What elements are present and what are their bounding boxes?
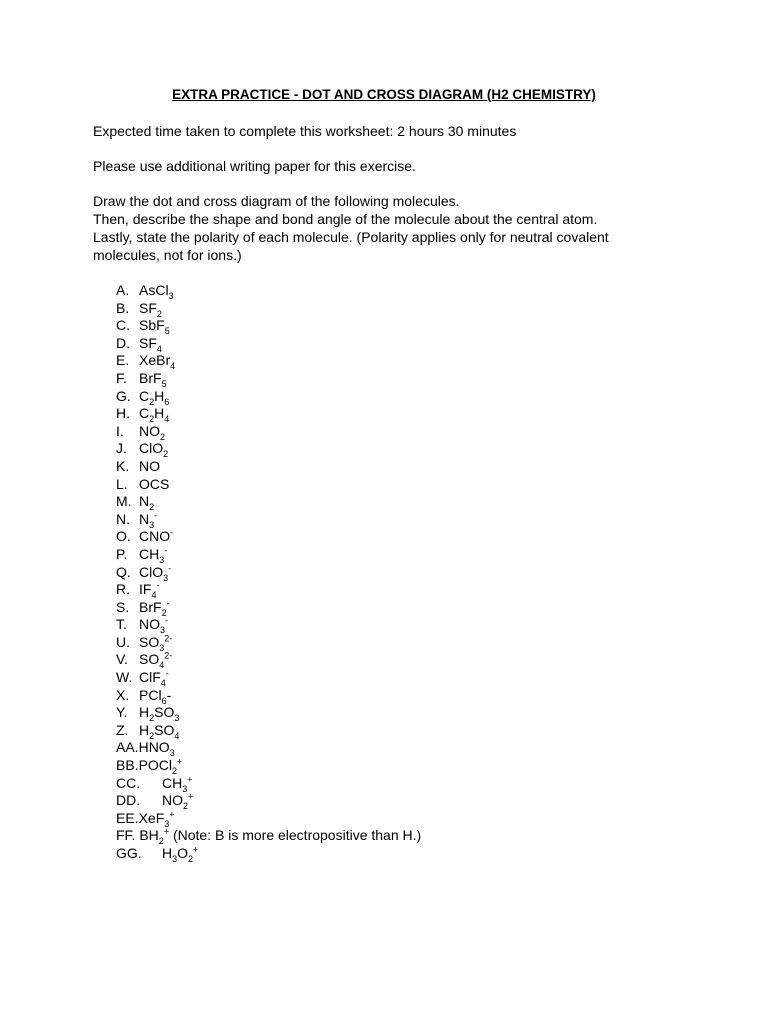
- item-label: E.: [116, 352, 130, 369]
- subscript: 6: [164, 396, 170, 407]
- subscript: 3: [149, 519, 155, 530]
- superscript: +: [193, 844, 199, 855]
- subscript: 5: [161, 378, 167, 389]
- superscript: +: [169, 809, 175, 820]
- list-item: [116, 722, 421, 740]
- item-label: N.: [116, 510, 130, 527]
- item-label: Z.: [116, 721, 129, 738]
- formula-text: AsCl: [139, 282, 169, 298]
- item-label: DD.: [116, 792, 141, 809]
- item-label: T.: [116, 616, 127, 633]
- superscript: -: [156, 580, 160, 591]
- molecule-formula: [139, 633, 173, 653]
- item-label: Q.: [116, 563, 131, 580]
- list-item: [116, 300, 421, 318]
- subscript: 6: [161, 695, 167, 706]
- formula-text: O: [177, 845, 189, 861]
- subscript: 3: [169, 748, 175, 759]
- item-label: J.: [116, 440, 127, 457]
- list-item: [116, 687, 421, 705]
- formula-text: H: [162, 845, 173, 861]
- list-item: [116, 616, 421, 634]
- formula-text: N: [139, 493, 150, 510]
- molecule-formula: [139, 562, 172, 583]
- formula-text: SO: [139, 651, 160, 668]
- molecule-formula: [139, 580, 160, 600]
- formula-text: C: [139, 405, 150, 422]
- list-item: [116, 669, 421, 687]
- molecule-formula: [135, 826, 422, 847]
- item-label: X.: [116, 686, 130, 703]
- molecule-formula: [139, 476, 169, 492]
- item-label: G.: [116, 387, 131, 404]
- list-item: [116, 704, 421, 722]
- superscript: -: [168, 562, 172, 573]
- subscript: 2: [149, 713, 155, 724]
- list-item: [116, 775, 421, 793]
- writing-paper-note: Please use additional writing paper for this exercise.: [93, 158, 416, 174]
- formula-text: ClF: [139, 669, 161, 686]
- subscript: 2: [149, 396, 155, 407]
- subscript: 3: [159, 642, 165, 653]
- formula-text: CH: [139, 545, 160, 562]
- list-item: [116, 827, 421, 845]
- formula-text: H: [154, 405, 165, 422]
- item-label: W.: [116, 669, 133, 686]
- item-label: P.: [116, 545, 128, 562]
- list-item: [116, 792, 421, 810]
- list-item: [116, 757, 421, 775]
- formula-text: N: [139, 510, 150, 527]
- molecule-formula: [139, 510, 158, 530]
- molecule-formula: [162, 791, 194, 812]
- formula-text: SO: [139, 633, 160, 650]
- subscript: 3: [159, 554, 165, 565]
- superscript: -: [165, 615, 169, 626]
- list-item: [116, 511, 421, 529]
- subscript: 4: [164, 413, 170, 424]
- list-item: [116, 458, 421, 476]
- molecule-formula: [138, 809, 175, 829]
- subscript: 2: [149, 501, 155, 512]
- molecule-formula: [162, 844, 199, 864]
- molecule-formula: [139, 545, 168, 565]
- formula-text: BrF: [139, 598, 162, 615]
- list-item: [116, 634, 421, 652]
- formula-text: PCl: [139, 686, 162, 703]
- superscript: +: [187, 773, 193, 784]
- subscript: 3: [160, 625, 166, 636]
- subscript: 2: [183, 801, 189, 812]
- item-label: C.: [116, 317, 130, 334]
- superscript: 2-: [164, 633, 173, 644]
- list-item: [116, 564, 421, 582]
- formula-text: ClO: [139, 563, 164, 580]
- list-item: [116, 440, 421, 458]
- item-label: S.: [116, 598, 130, 615]
- superscript: -: [170, 527, 174, 538]
- molecule-formula: [139, 299, 162, 319]
- subscript: 2: [160, 431, 166, 442]
- subscript: 2: [149, 730, 155, 741]
- item-label: K.: [116, 457, 130, 474]
- subscript: 4: [159, 660, 165, 671]
- item-label: Y.: [116, 704, 128, 721]
- formula-text: NO: [139, 457, 160, 474]
- subscript: 4: [156, 343, 162, 354]
- molecule-formula: [139, 598, 170, 618]
- item-label: EE.: [116, 809, 139, 826]
- superscript: -: [154, 510, 158, 521]
- molecule-formula: [139, 686, 172, 706]
- molecule-formula: [139, 334, 162, 354]
- molecule-formula: [138, 739, 175, 759]
- formula-text: H: [139, 721, 150, 738]
- item-label: O.: [116, 528, 131, 545]
- subscript: 2: [156, 308, 162, 319]
- molecule-formula: [139, 422, 166, 442]
- subscript: 2: [188, 853, 194, 864]
- formula-text: BrF: [139, 369, 162, 386]
- list-item: [116, 546, 421, 564]
- item-label: D.: [116, 334, 130, 351]
- instruction-line-1: Draw the dot and cross diagram of the following molecules.: [93, 193, 460, 209]
- molecule-formula: [139, 721, 180, 741]
- subscript: 2: [149, 413, 155, 424]
- subscript: 2: [161, 607, 167, 618]
- molecule-formula: [139, 317, 170, 336]
- formula-text: ClO: [139, 440, 164, 457]
- formula-text: NO: [139, 616, 160, 633]
- instruction-line-3: Lastly, state the polarity of each molecule. (Polarity applies only for neutral covalent molecules, not for ions.): [93, 229, 609, 263]
- worksheet-title: EXTRA PRACTICE - DOT AND CROSS DIAGRAM (H2 CHEMISTRY): [172, 87, 596, 102]
- formula-text: XeBr: [139, 352, 171, 369]
- subscript: 3: [163, 572, 169, 583]
- superscript: -: [165, 668, 169, 679]
- item-label: CC.: [116, 774, 141, 791]
- formula-text: NO: [162, 792, 183, 809]
- formula-text: CH: [162, 774, 183, 791]
- molecule-formula: [139, 387, 170, 407]
- subscript: 4: [170, 361, 176, 372]
- list-item: [116, 388, 421, 406]
- item-label: FF.: [116, 827, 136, 844]
- list-item: [116, 317, 421, 335]
- list-item: [116, 423, 421, 441]
- item-label: AA.: [116, 739, 139, 756]
- molecule-formula: [139, 458, 160, 474]
- item-label: BB.: [116, 757, 139, 774]
- subscript: 2: [172, 765, 178, 776]
- list-item: [116, 352, 421, 370]
- formula-text: OCS: [139, 475, 170, 492]
- formula-text: SbF: [139, 317, 165, 334]
- list-item: [116, 651, 421, 669]
- list-item: [116, 810, 421, 828]
- molecule-formula: [162, 773, 193, 794]
- superscript: +: [188, 791, 194, 802]
- subscript: 4: [174, 730, 180, 741]
- molecule-formula: [139, 704, 180, 724]
- formula-text: POCl: [138, 757, 173, 774]
- instruction-line-2: Then, describe the shape and bond angle of the molecule about the central atom.: [93, 211, 598, 227]
- superscript: +: [177, 756, 183, 767]
- formula-text: SF: [139, 299, 157, 316]
- list-item: [116, 476, 421, 494]
- subscript: 2: [158, 836, 164, 847]
- molecule-formula: [139, 352, 176, 372]
- instructions: [93, 192, 653, 264]
- formula-text: H: [154, 387, 165, 404]
- item-label: R.: [116, 581, 130, 598]
- formula-text: XeF: [138, 809, 165, 826]
- subscript: 4: [151, 589, 157, 600]
- formula-text: SF: [139, 334, 157, 351]
- formula-text: BH: [135, 827, 159, 844]
- subscript: 3: [174, 713, 180, 724]
- formula-text: -: [166, 686, 172, 703]
- list-item: [116, 739, 421, 757]
- expected-time-text: Expected time taken to complete this worksheet: 2 hours 30 minutes: [93, 123, 517, 139]
- molecule-formula: [139, 369, 167, 389]
- formula-text: H: [139, 704, 150, 721]
- molecule-formula: [139, 405, 170, 424]
- subscript: 4: [160, 677, 166, 688]
- list-item: [116, 405, 421, 423]
- molecule-formula: [139, 282, 174, 301]
- list-item: [116, 493, 421, 511]
- molecule-formula: [139, 615, 169, 636]
- molecule-list: [116, 282, 421, 863]
- molecule-formula: [139, 668, 169, 688]
- formula-text: HNO: [138, 739, 170, 756]
- list-item: [116, 581, 421, 599]
- item-label: GG.: [116, 845, 142, 861]
- superscript: -: [164, 545, 168, 556]
- superscript: 2-: [164, 650, 173, 661]
- formula-text: NO: [139, 422, 160, 439]
- subscript: 3: [164, 818, 170, 829]
- list-item: [116, 282, 421, 300]
- item-label: B.: [116, 299, 130, 316]
- superscript: -: [166, 598, 170, 609]
- list-item: [116, 370, 421, 388]
- item-label: H.: [116, 405, 130, 422]
- list-item: [116, 845, 421, 863]
- item-label: F.: [116, 369, 127, 386]
- list-item: [116, 528, 421, 546]
- subscript: 3: [172, 853, 178, 864]
- subscript: 3: [168, 290, 174, 301]
- formula-text: (Note: B is more electropositive than H.): [169, 827, 422, 844]
- molecule-formula: [139, 493, 155, 512]
- molecule-formula: [139, 440, 169, 460]
- list-item: [116, 335, 421, 353]
- item-label: U.: [116, 633, 130, 650]
- list-item: [116, 599, 421, 617]
- molecule-formula: [139, 650, 173, 671]
- superscript: +: [163, 826, 170, 837]
- formula-text: SO: [154, 721, 175, 738]
- item-label: I.: [116, 422, 124, 439]
- formula-text: SO: [154, 704, 175, 721]
- item-label: M.: [116, 493, 132, 510]
- molecule-formula: [139, 528, 173, 544]
- subscript: 2: [163, 449, 169, 460]
- formula-text: C: [139, 387, 150, 404]
- item-label: V.: [116, 651, 128, 668]
- molecule-formula: [138, 756, 183, 776]
- subscript: 3: [182, 783, 188, 794]
- item-label: A.: [116, 282, 130, 298]
- subscript: 5: [164, 325, 170, 336]
- formula-text: IF: [139, 581, 152, 598]
- formula-text: CNO: [139, 528, 171, 545]
- item-label: L.: [116, 475, 128, 492]
